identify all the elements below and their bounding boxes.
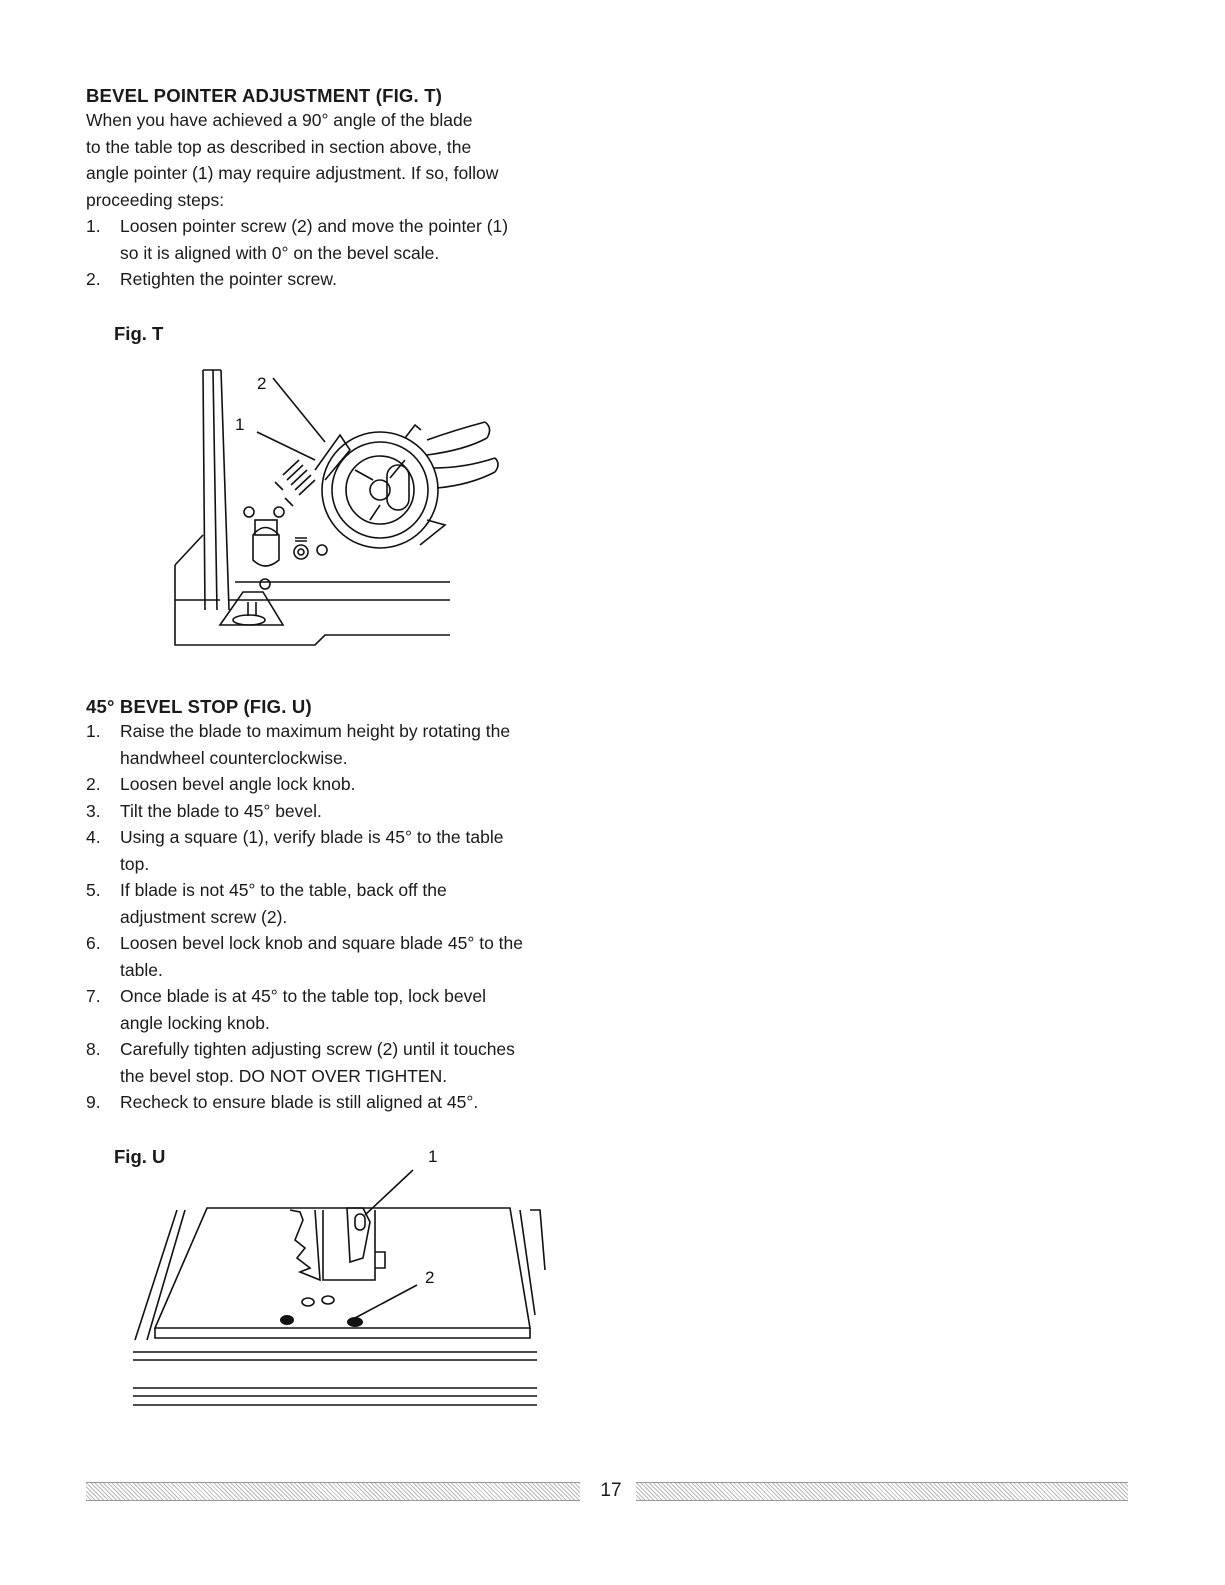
- section-heading: 45° BEVEL STOP (FIG. U): [86, 696, 312, 717]
- list-item: 5. If blade is not 45° to the table, back off the adjustment screw (2).: [86, 880, 447, 927]
- bevel-pointer-section: [86, 84, 606, 293]
- adjustment-screw: [347, 1317, 363, 1327]
- adjustment-screw: [280, 1315, 294, 1325]
- list-item: 2. Retighten the pointer screw.: [86, 269, 337, 289]
- figure-label: Fig. T: [114, 323, 164, 344]
- steps-list: [86, 718, 606, 1116]
- intro-line: proceeding steps:: [86, 189, 225, 210]
- list-item: 8. Carefully tighten adjusting screw (2) until it touches the bevel stop. DO NOT OVER TIGHTEN.: [86, 1039, 515, 1086]
- list-item: 3. Tilt the blade to 45° bevel.: [86, 800, 322, 821]
- intro-paragraph: [86, 107, 606, 213]
- footer-bar-right: [636, 1482, 1128, 1501]
- list-item: 2. Loosen bevel angle lock knob.: [86, 774, 356, 794]
- list-item: 1. Loosen pointer screw (2) and move the pointer (1) so it is aligned with 0° on the bevel scale.: [86, 216, 509, 263]
- callout-1: 1: [235, 415, 245, 434]
- figure-t-illustration: [165, 360, 510, 655]
- list-item: 7. Once blade is at 45° to the table top, lock bevel angle locking knob.: [86, 986, 486, 1033]
- section-heading: BEVEL POINTER ADJUSTMENT (FIG. T): [86, 85, 443, 106]
- list-item: 4. Using a square (1), verify blade is 45° to the table top.: [86, 827, 504, 874]
- footer-bar-left: [86, 1482, 580, 1501]
- figure-u-illustration: [125, 1140, 550, 1415]
- intro-line: When you have achieved a 90° angle of the blade: [86, 110, 473, 130]
- list-item: 1. Raise the blade to maximum height by rotating the handwheel counterclockwise.: [86, 721, 511, 768]
- list-item: 6. Loosen bevel lock knob and square blade 45° to the table.: [86, 933, 523, 980]
- bevel-stop-section: [86, 695, 606, 1116]
- callout-2: 2: [257, 374, 267, 393]
- intro-line: to the table top as described in section above, the: [86, 136, 472, 157]
- intro-line: angle pointer (1) may require adjustment. If so, follow: [86, 163, 499, 183]
- callout-2: 2: [425, 1268, 435, 1287]
- page-number: 17: [600, 1480, 622, 1501]
- figure-label: Fig. U: [114, 1146, 166, 1167]
- list-item: 9. Recheck to ensure blade is still aligned at 45°.: [86, 1092, 479, 1112]
- callout-1: 1: [428, 1147, 438, 1166]
- steps-list: [86, 213, 606, 293]
